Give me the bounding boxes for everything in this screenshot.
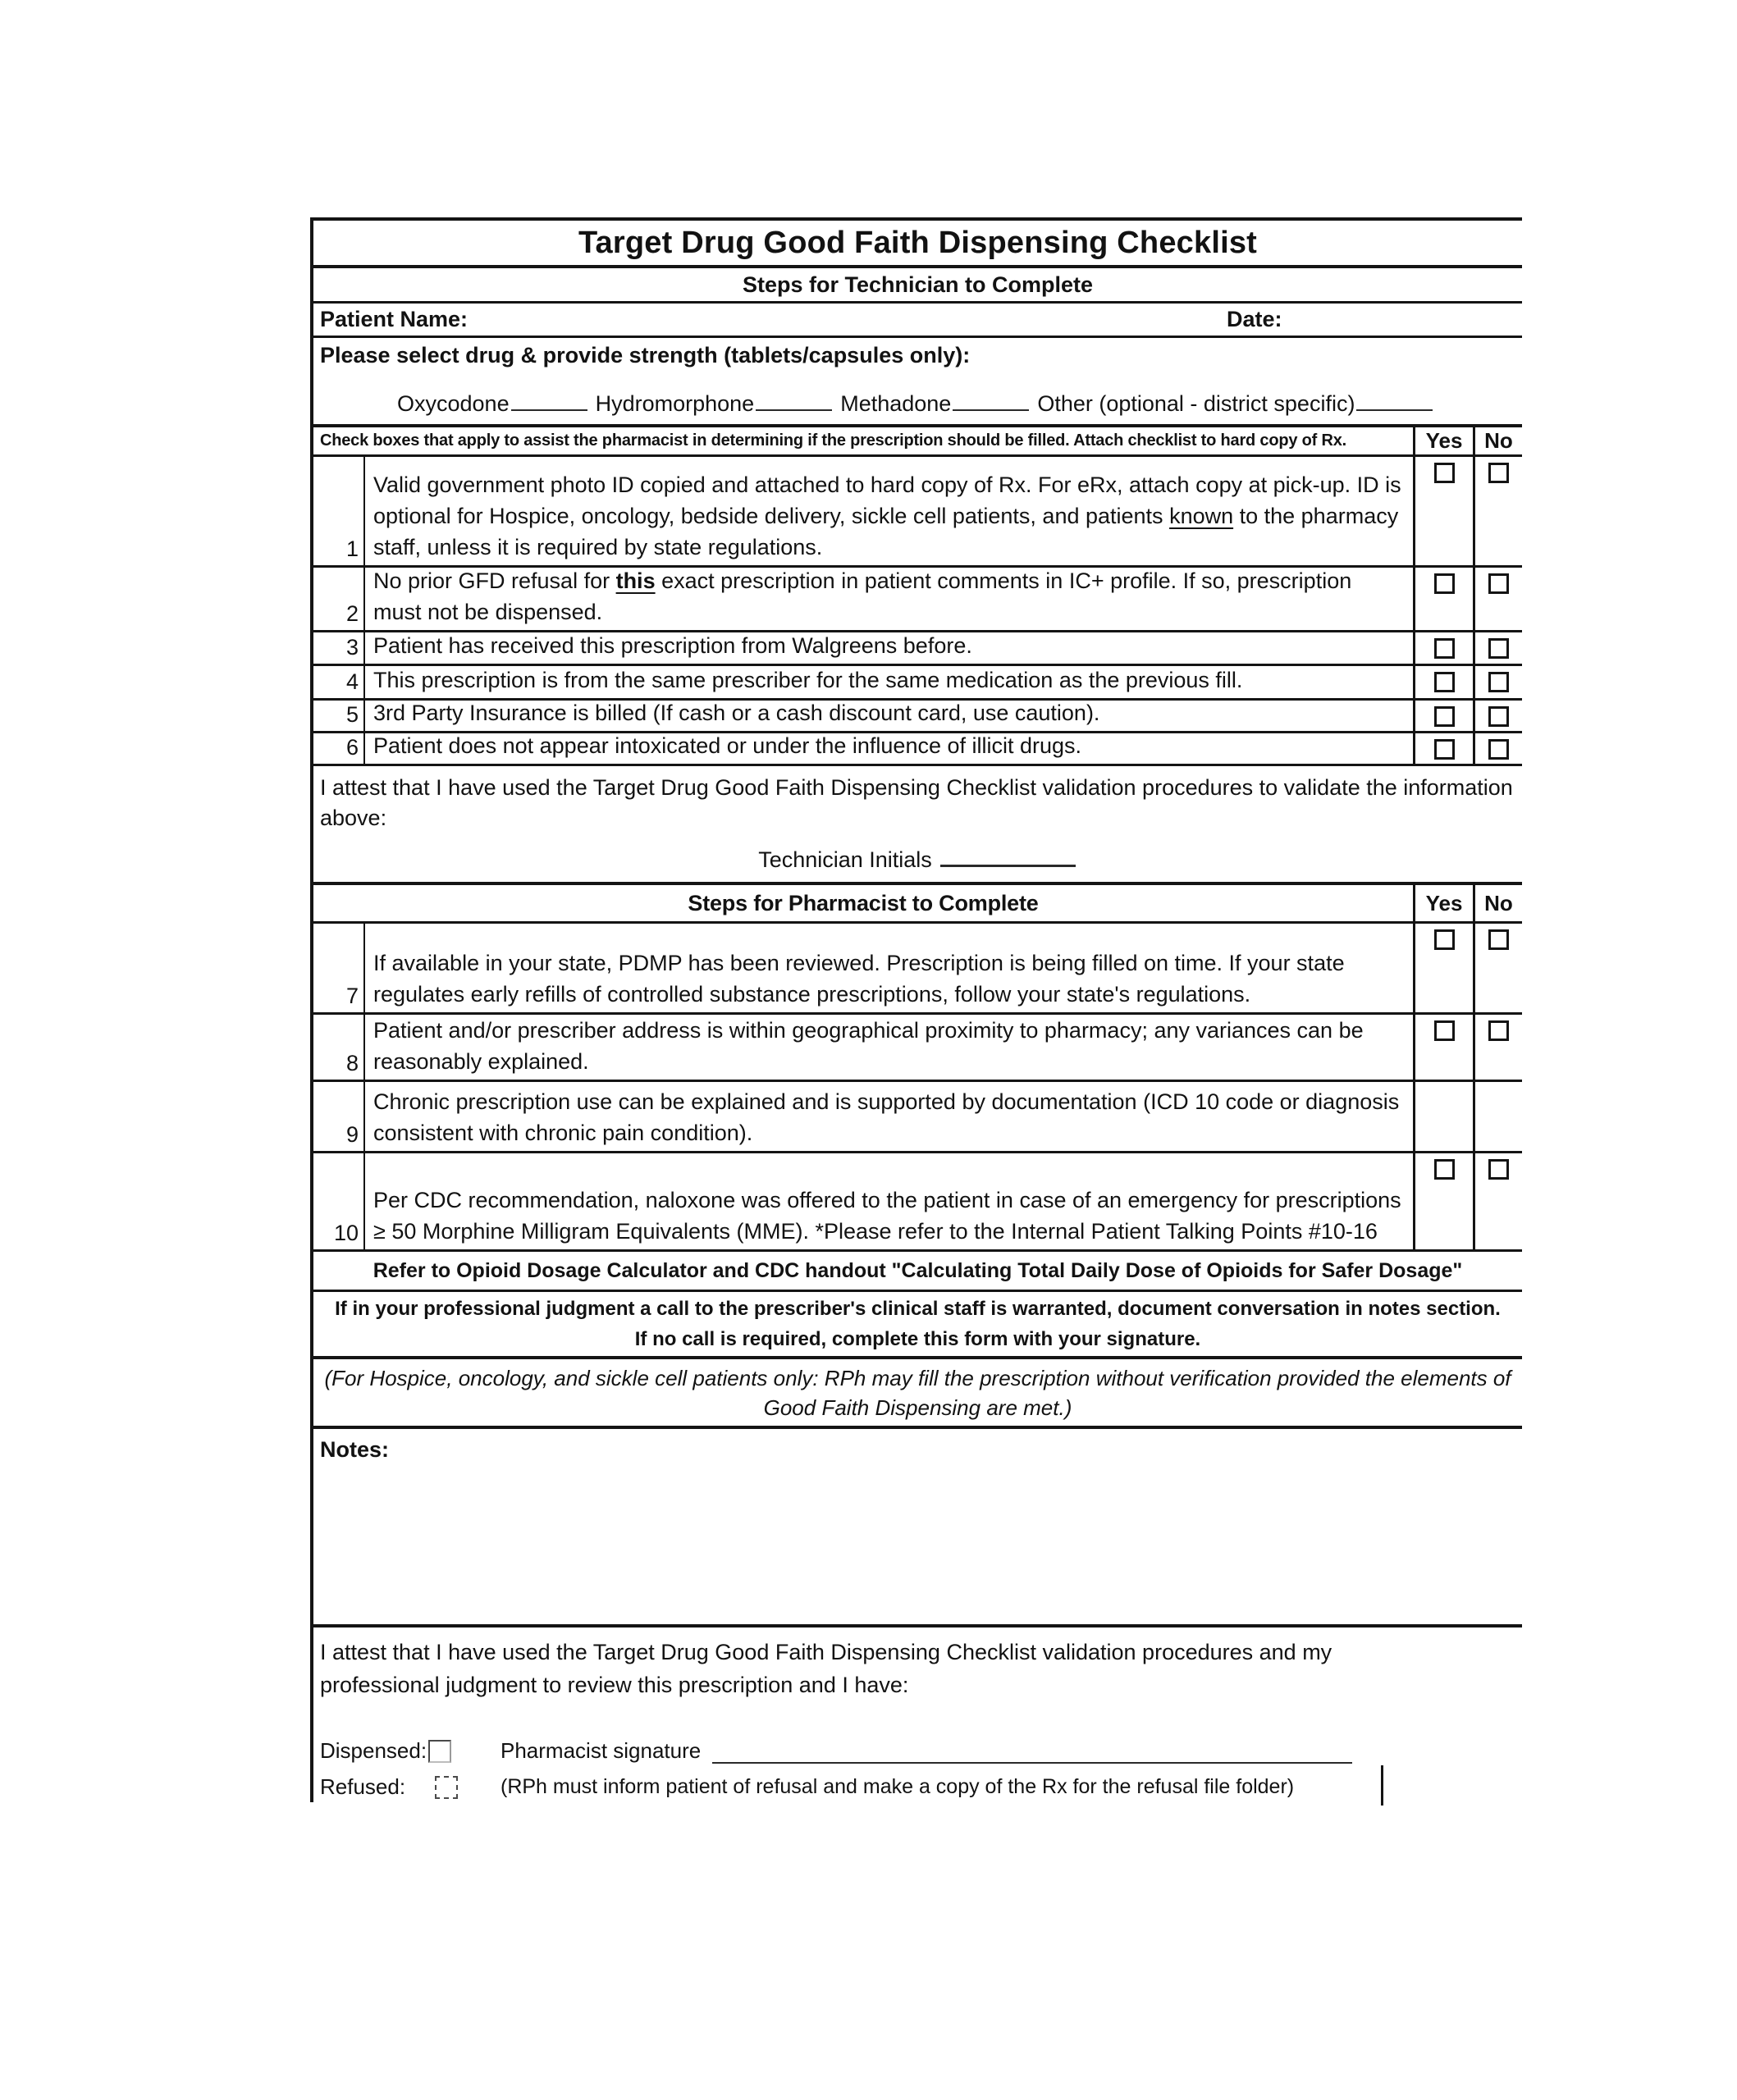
drug-option [840, 388, 1029, 417]
yes-checkbox[interactable] [1434, 672, 1455, 692]
checkbox-instruction: Check boxes that apply to assist the pharmacist in determining if the prescription should be filled. Attach checklist to hard copy of Rx. [320, 431, 1346, 450]
checklist-row [313, 568, 1522, 632]
pharmacist-signature-label: Pharmacist signature [501, 1738, 702, 1763]
refused-checkbox[interactable] [435, 1776, 458, 1799]
yes-checkbox[interactable] [1434, 638, 1455, 659]
row-number: 3 [313, 632, 365, 664]
row-number: 1 [313, 457, 365, 565]
drug-option-label: Other (optional - district specific) [1037, 391, 1355, 416]
checklist-row [313, 701, 1522, 733]
yes-column-header: Yes [1413, 427, 1473, 454]
row-number: 10 [313, 1153, 365, 1249]
checklist-row [313, 666, 1522, 701]
checklist-row [313, 733, 1522, 766]
no-checkbox[interactable] [1488, 672, 1509, 692]
no-column-header: No [1473, 885, 1522, 921]
drug-option-blank[interactable] [511, 388, 587, 411]
drug-option-label: Oxycodone [397, 391, 510, 416]
drug-option-blank[interactable] [756, 388, 832, 411]
date-label: Date: [1227, 307, 1282, 331]
no-checkbox[interactable] [1488, 929, 1509, 950]
row-number: 9 [313, 1082, 365, 1151]
row-text: 3rd Party Insurance is billed (If cash or a cash discount card, use caution). [373, 701, 1100, 725]
technician-attestation-text: I attest that I have used the Target Drug Good Faith Dispensing Checklist validation procedures to validate the information above: [320, 775, 1513, 830]
row-number: 5 [313, 701, 365, 731]
drug-option-blank[interactable] [953, 388, 1029, 411]
pharmacist-attestation-text: I attest that I have used the Target Drug Good Faith Dispensing Checklist validation procedures and my professional judgment to review this prescription and I have: [320, 1640, 1332, 1697]
dispensed-checkbox[interactable] [428, 1740, 451, 1763]
professional-judgment-note: If in your professional judgment a call to the prescriber's clinical staff is warranted, document conversation in notes section. If no call is required, complete this form with your signature. [335, 1298, 1501, 1350]
dispensed-label: Dispensed: [320, 1738, 427, 1763]
no-checkbox[interactable] [1488, 573, 1509, 594]
yes-checkbox[interactable] [1434, 929, 1455, 950]
yes-checkbox[interactable] [1434, 1159, 1455, 1180]
drug-options-line [320, 388, 1514, 417]
row-number: 6 [313, 733, 365, 764]
row-number: 2 [313, 568, 365, 630]
pharmacist-section-header: Steps for Pharmacist to Complete [688, 890, 1039, 915]
row-text: Valid government photo ID copied and attached to hard copy of Rx. For eRx, attach copy at pick-up. ID is optional for Hospice, oncology, bedside delivery, sickle cell patients, and patients known to the pharmacy staff, unless it is required by state regulations. [373, 472, 1401, 559]
no-checkbox[interactable] [1488, 1020, 1509, 1041]
refusal-box-border [1381, 1765, 1383, 1806]
row-text: Patient and/or prescriber address is within geographical proximity to pharmacy; any variances can be reasonably explained. [373, 1018, 1364, 1074]
no-checkbox[interactable] [1488, 638, 1509, 659]
checklist-row [313, 1015, 1522, 1082]
drug-option-label: Hydromorphone [595, 391, 755, 416]
checklist-row [313, 924, 1522, 1015]
row-text: Patient has received this prescription from Walgreens before. [373, 633, 972, 658]
drug-option [596, 388, 833, 417]
row-text: Patient does not appear intoxicated or under the influence of illicit drugs. [373, 733, 1082, 758]
yes-checkbox[interactable] [1434, 1020, 1455, 1041]
yes-column-header: Yes [1413, 885, 1473, 921]
yes-checkbox[interactable] [1434, 573, 1455, 594]
technician-initials-blank[interactable] [940, 843, 1076, 867]
patient-name-field[interactable] [468, 304, 1522, 336]
technician-initials-label: Technician Initials [758, 847, 932, 872]
yes-checkbox[interactable] [1434, 706, 1455, 727]
drug-option-label: Methadone [840, 391, 952, 416]
no-column-header: No [1473, 427, 1522, 454]
no-checkbox[interactable] [1488, 706, 1509, 727]
opioid-calculator-note: Refer to Opioid Dosage Calculator and CDC handout "Calculating Total Daily Dose of Opioids for Safer Dosage" [373, 1258, 1463, 1282]
yes-checkbox[interactable] [1434, 463, 1455, 483]
notes-area[interactable] [320, 1463, 1514, 1610]
row-text: If available in your state, PDMP has been reviewed. Prescription is being filled on time. If your state regulates early refills of controlled substance prescriptions, follow your state's regulations. [373, 951, 1345, 1007]
checklist-form [310, 217, 1522, 1802]
no-checkbox[interactable] [1488, 739, 1509, 760]
pharmacist-signature-line[interactable] [712, 1739, 1352, 1764]
drug-option [397, 388, 587, 417]
row-text: No prior GFD refusal for this exact prescription in patient comments in IC+ profile. If so, prescription must not be dispensed. [373, 568, 1352, 624]
refused-instruction-note: (RPh must inform patient of refusal and make a copy of the Rx for the refusal file folder) [501, 1775, 1295, 1798]
checklist-row [313, 457, 1522, 568]
notes-label: Notes: [320, 1437, 390, 1462]
checklist-row [313, 632, 1522, 666]
checklist-row [313, 1082, 1522, 1153]
no-checkbox[interactable] [1488, 463, 1509, 483]
checklist-row [313, 1153, 1522, 1252]
form-title: Target Drug Good Faith Dispensing Checklist [578, 225, 1258, 260]
drug-option-blank[interactable] [1356, 388, 1433, 411]
patient-name-label: Patient Name: [320, 307, 469, 331]
pharmacist-rows [313, 924, 1522, 1252]
technician-section-header: Steps for Technician to Complete [742, 272, 1094, 297]
drug-select-prompt: Please select drug & provide strength (tablets/capsules only): [320, 343, 971, 368]
hospice-exception-note: (For Hospice, oncology, and sickle cell patients only: RPh may fill the prescription without verification provided the elements of Good Faith Dispensing are met.) [324, 1365, 1511, 1420]
technician-rows [313, 457, 1522, 766]
refused-label: Refused: [320, 1774, 406, 1799]
row-text: This prescription is from the same prescriber for the same medication as the previous fill. [373, 668, 1243, 692]
row-text: Chronic prescription use can be explained and is supported by documentation (ICD 10 code or diagnosis consistent with chronic pain condition). [373, 1089, 1400, 1145]
no-checkbox[interactable] [1488, 1159, 1509, 1180]
row-number: 8 [313, 1015, 365, 1080]
drug-option [1037, 388, 1433, 417]
row-number: 4 [313, 666, 365, 698]
row-number: 7 [313, 924, 365, 1012]
row-text: Per CDC recommendation, naloxone was offered to the patient in case of an emergency for prescriptions ≥ 50 Morphine Milligram Equivalents (MME). *Please refer to the Internal Patient Talking Points #10-16 [373, 1188, 1401, 1244]
yes-checkbox[interactable] [1434, 739, 1455, 760]
